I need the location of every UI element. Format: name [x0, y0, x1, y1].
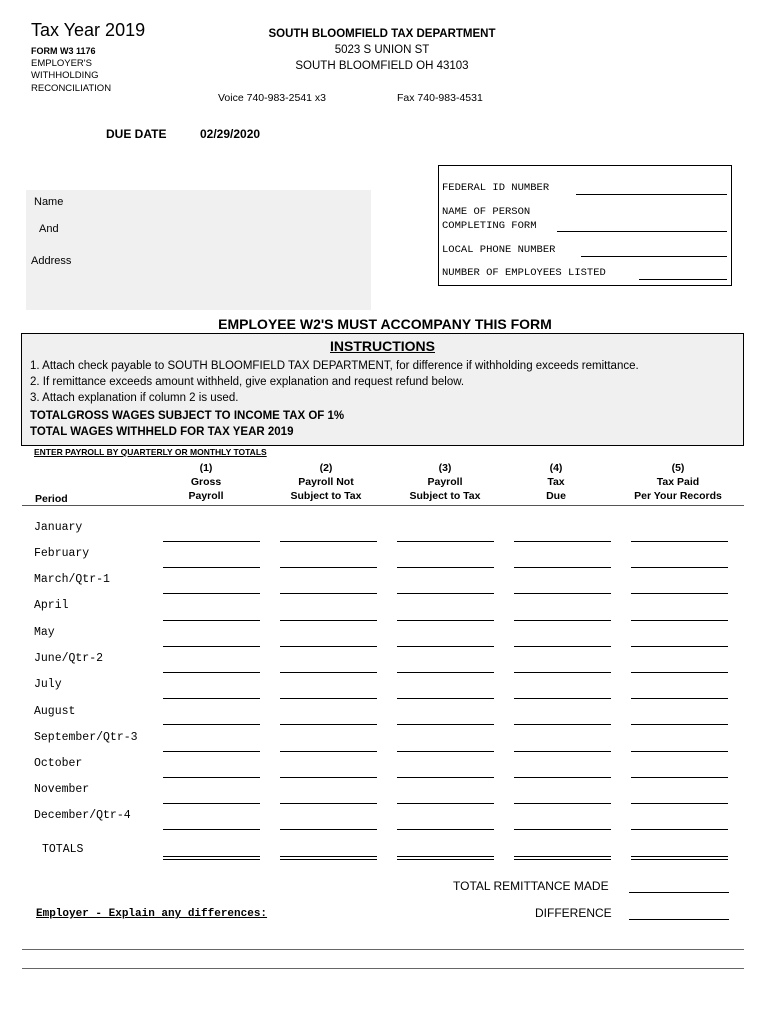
column-title-line-1: Tax: [547, 476, 565, 488]
due-date-value: 02/29/2020: [200, 127, 261, 141]
period-column-header: Period: [35, 493, 68, 505]
period-label: July: [34, 678, 62, 691]
fax-number: Fax 740-983-4531: [397, 92, 483, 104]
entry-field-col-5[interactable]: [631, 593, 728, 594]
entry-field-col-4[interactable]: [514, 698, 611, 699]
entry-field-col-3[interactable]: [397, 646, 494, 647]
entry-field-col-5[interactable]: [631, 672, 728, 673]
period-label: September/Qtr-3: [34, 731, 138, 744]
period-label: November: [34, 783, 90, 796]
column-title-line-2: Payroll: [188, 490, 224, 502]
instruction-2: 2. If remittance exceeds amount withheld, give explanation and request refund below.: [30, 376, 465, 388]
column-number: (3): [438, 462, 452, 474]
entry-field-col-1[interactable]: [163, 698, 260, 699]
entry-field-col-1[interactable]: [163, 751, 260, 752]
local-phone-field[interactable]: [581, 256, 727, 257]
header-divider: [22, 505, 744, 506]
entry-field-col-5[interactable]: [631, 777, 728, 778]
column-title-line-1: Tax Paid: [656, 476, 700, 488]
column-title-line-2: Due: [546, 490, 566, 502]
column-header-gross-payroll: [156, 461, 256, 503]
entry-field-col-3[interactable]: [397, 541, 494, 542]
entry-field-col-3[interactable]: [397, 567, 494, 568]
column-title-line-1: Payroll Not: [298, 476, 354, 488]
entry-field-col-3[interactable]: [397, 724, 494, 725]
entry-field-col-2[interactable]: [280, 593, 377, 594]
completing-form-label: COMPLETING FORM: [442, 220, 537, 232]
column-title-line-2: Per Your Records: [634, 490, 722, 502]
entry-field-col-1[interactable]: [163, 541, 260, 542]
entry-field-col-1[interactable]: [163, 567, 260, 568]
department-name: SOUTH BLOOMFIELD TAX DEPARTMENT: [268, 28, 496, 40]
entry-field-col-2[interactable]: [280, 620, 377, 621]
total-remittance-field[interactable]: [629, 892, 729, 893]
period-label: October: [34, 757, 83, 770]
entry-field-col-1[interactable]: [163, 829, 260, 830]
instruction-3: 3. Attach explanation if column 2 is used.: [30, 392, 239, 404]
entry-field-col-4[interactable]: [514, 620, 611, 621]
federal-id-field[interactable]: [576, 194, 727, 195]
entry-field-col-3[interactable]: [397, 672, 494, 673]
period-label: June/Qtr-2: [34, 652, 104, 665]
entry-field-col-5[interactable]: [631, 829, 728, 830]
federal-id-label: FEDERAL ID NUMBER: [442, 182, 550, 194]
entry-field-col-4[interactable]: [514, 567, 611, 568]
column-title-line-1: Gross: [190, 476, 222, 488]
column-header-tax-due: [515, 461, 597, 503]
employees-listed-field[interactable]: [639, 279, 727, 280]
instruction-1: 1. Attach check payable to SOUTH BLOOMFIELD TAX DEPARTMENT, for difference if withholding exceeds remittance.: [30, 360, 639, 372]
column-header-tax-paid: [618, 461, 738, 503]
entry-field-col-1[interactable]: [163, 672, 260, 673]
instructions-box: [21, 333, 744, 446]
instructions-title: INSTRUCTIONS: [330, 338, 435, 354]
address-label: Address: [31, 255, 72, 267]
entry-field-col-5[interactable]: [631, 698, 728, 699]
w2-notice: EMPLOYEE W2'S MUST ACCOMPANY THIS FORM: [218, 316, 552, 332]
total-field-col-3[interactable]: [397, 856, 494, 860]
entry-field-col-2[interactable]: [280, 803, 377, 804]
entry-field-col-2[interactable]: [280, 541, 377, 542]
department-city: SOUTH BLOOMFIELD OH 43103: [295, 60, 469, 72]
period-label: February: [34, 547, 90, 560]
column-header-payroll-subject: [390, 461, 500, 503]
total-field-col-5[interactable]: [631, 856, 728, 860]
entry-field-col-5[interactable]: [631, 567, 728, 568]
period-label: April: [34, 599, 69, 612]
department-street: 5023 S UNION ST: [334, 44, 430, 56]
period-label: December/Qtr-4: [34, 809, 131, 822]
entry-field-col-2[interactable]: [280, 646, 377, 647]
form-subtitle-line-2: WITHHOLDING: [31, 70, 99, 81]
form-subtitle-line-1: EMPLOYER'S: [31, 58, 92, 69]
entry-field-col-2[interactable]: [280, 724, 377, 725]
enter-payroll-label: ENTER PAYROLL BY QUARTERLY OR MONTHLY TOTALS: [34, 447, 267, 457]
entry-field-col-2[interactable]: [280, 777, 377, 778]
entry-field-col-4[interactable]: [514, 777, 611, 778]
entry-field-col-3[interactable]: [397, 803, 494, 804]
column-title-line-2: Subject to Tax: [409, 490, 481, 502]
entry-field-col-2[interactable]: [280, 698, 377, 699]
name-address-box[interactable]: [26, 190, 371, 310]
entry-field-col-5[interactable]: [631, 751, 728, 752]
name-label: Name: [34, 196, 64, 208]
column-number: (4): [549, 462, 563, 474]
name-of-person-label: NAME OF PERSON: [442, 206, 531, 218]
total-field-col-4[interactable]: [514, 856, 611, 860]
entry-field-col-1[interactable]: [163, 724, 260, 725]
entry-field-col-4[interactable]: [514, 803, 611, 804]
total-wages-withheld-label: TOTAL WAGES WITHHELD FOR TAX YEAR 2019: [30, 426, 294, 438]
entry-field-col-5[interactable]: [631, 646, 728, 647]
entry-field-col-1[interactable]: [163, 620, 260, 621]
difference-field[interactable]: [629, 919, 729, 920]
entry-field-col-5[interactable]: [631, 803, 728, 804]
and-label: And: [39, 223, 59, 235]
total-field-col-2[interactable]: [280, 856, 377, 860]
period-label: May: [34, 626, 55, 639]
form-id: FORM W3 1176: [31, 46, 96, 56]
entry-field-col-2[interactable]: [280, 672, 377, 673]
period-label: January: [34, 521, 83, 534]
entry-field-col-3[interactable]: [397, 829, 494, 830]
explain-differences-label: Employer - Explain any differences:: [36, 908, 268, 920]
entry-field-col-1[interactable]: [163, 646, 260, 647]
entry-field-col-4[interactable]: [514, 724, 611, 725]
entry-field-col-1[interactable]: [163, 593, 260, 594]
entry-field-col-4[interactable]: [514, 541, 611, 542]
column-title-line-1: Payroll: [427, 476, 463, 488]
entry-field-col-3[interactable]: [397, 777, 494, 778]
entry-field-col-3[interactable]: [397, 620, 494, 621]
totals-label: TOTALS: [42, 843, 84, 856]
entry-field-col-4[interactable]: [514, 593, 611, 594]
entry-field-col-2[interactable]: [280, 751, 377, 752]
total-field-col-1[interactable]: [163, 856, 260, 860]
entry-field-col-4[interactable]: [514, 751, 611, 752]
difference-label: DIFFERENCE: [535, 906, 612, 920]
column-number: (2): [319, 462, 333, 474]
local-phone-label: LOCAL PHONE NUMBER: [442, 244, 556, 256]
column-header-payroll-not-subject: [271, 461, 381, 503]
employer-info-box: [438, 165, 732, 286]
entry-field-col-2[interactable]: [280, 829, 377, 830]
person-completing-field[interactable]: [557, 231, 727, 232]
tax-year-title: Tax Year 2019: [31, 20, 146, 40]
entry-field-col-1[interactable]: [163, 803, 260, 804]
entry-field-col-5[interactable]: [631, 724, 728, 725]
voice-phone: Voice 740-983-2541 x3: [218, 92, 326, 104]
entry-field-col-3[interactable]: [397, 698, 494, 699]
period-label: August: [34, 705, 76, 718]
total-gross-wages-label: TOTALGROSS WAGES SUBJECT TO INCOME TAX OF 1%: [30, 410, 345, 422]
explanation-line[interactable]: [22, 949, 744, 950]
column-number: (5): [671, 462, 685, 474]
due-date-label: DUE DATE: [106, 127, 167, 141]
explanation-line[interactable]: [22, 968, 744, 969]
period-label: March/Qtr-1: [34, 573, 110, 586]
entry-field-col-5[interactable]: [631, 541, 728, 542]
entry-field-col-1[interactable]: [163, 777, 260, 778]
entry-field-col-4[interactable]: [514, 646, 611, 647]
total-remittance-label: TOTAL REMITTANCE MADE: [453, 879, 609, 893]
column-number: (1): [199, 462, 213, 474]
entry-field-col-2[interactable]: [280, 567, 377, 568]
entry-field-col-4[interactable]: [514, 829, 611, 830]
department-address-block: [228, 26, 536, 74]
employees-listed-label: NUMBER OF EMPLOYEES LISTED: [442, 267, 606, 279]
entry-field-col-4[interactable]: [514, 672, 611, 673]
column-title-line-2: Subject to Tax: [290, 490, 362, 502]
form-subtitle-line-3: RECONCILIATION: [31, 83, 112, 94]
entry-field-col-3[interactable]: [397, 751, 494, 752]
entry-field-col-3[interactable]: [397, 593, 494, 594]
entry-field-col-5[interactable]: [631, 620, 728, 621]
